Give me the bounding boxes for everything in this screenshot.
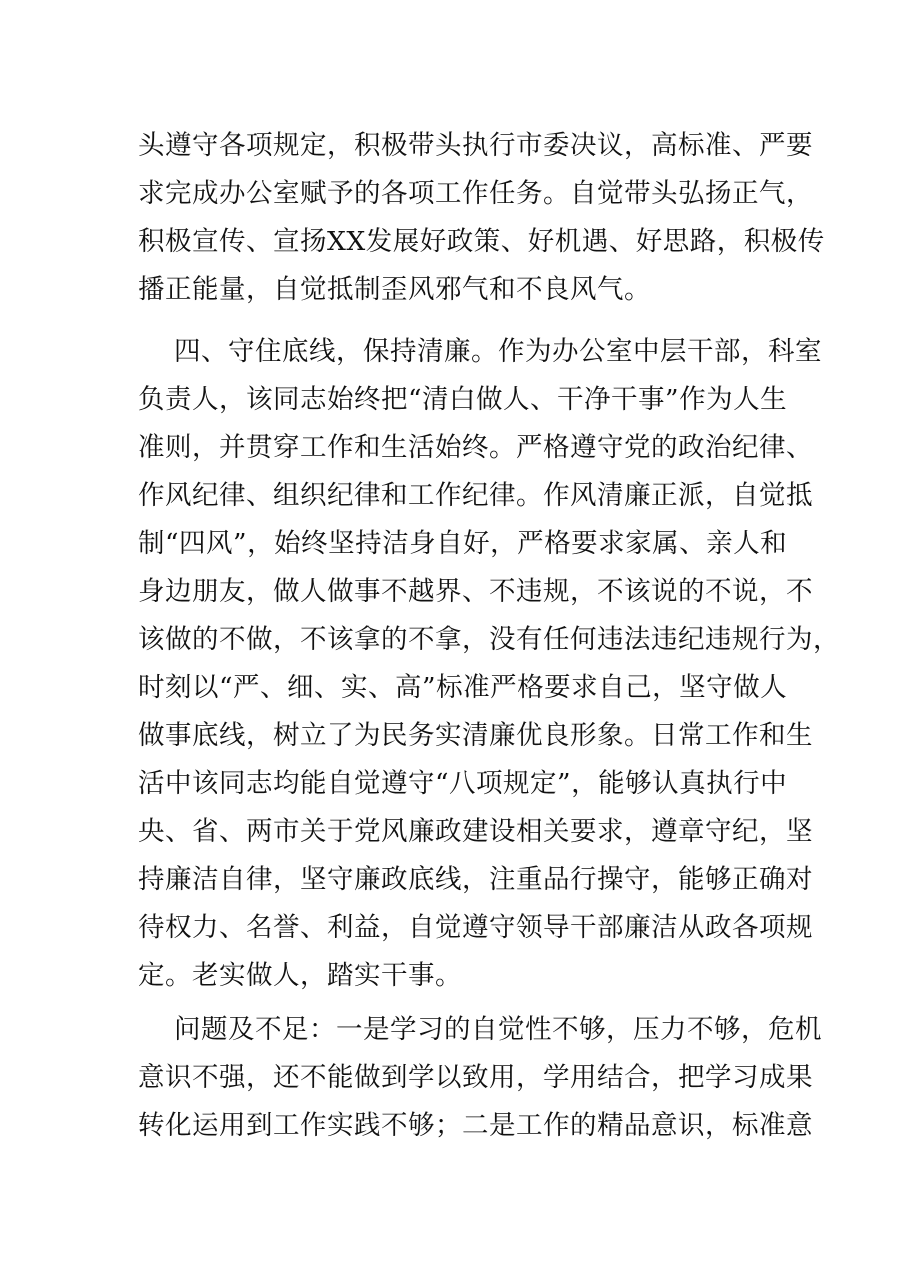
paragraph-2-line-4: 作风纪律、组织纪律和工作纪律。作风清廉正派，自觉抵 — [138, 480, 813, 511]
paragraph-3-line-2: 意识不强，还不能做到学以致用，学用结合，把学习成果 — [138, 1062, 813, 1093]
paragraph-1-line-1: 头遵守各项规定，积极带头执行市委决议，高标准、严要 — [138, 130, 813, 161]
paragraph-3-line-3: 转化运用到工作实践不够；二是工作的精品意识，标准意 — [138, 1110, 813, 1141]
paragraph-1-line-3: 积极宣传、宣扬XX发展好政策、好机遇、好思路，积极传 — [138, 226, 825, 257]
paragraph-2-line-1: 四、守住底线，保持清廉。作为办公室中层干部，科室 — [174, 336, 822, 367]
paragraph-2-line-10: 活中该同志均能自觉遵守“八项规定”，能够认真执行中 — [138, 768, 788, 799]
paragraph-2-line-8: 时刻以“严、细、实、高”标准严格要求自己，坚守做人 — [138, 672, 788, 703]
paragraph-2-line-7: 该做的不做，不该拿的不拿，没有任何违法违纪违规行为， — [138, 624, 840, 655]
paragraph-1-line-4: 播正能量，自觉抵制歪风邪气和不良风气。 — [138, 274, 651, 305]
paragraph-2-line-9: 做事底线，树立了为民务实清廉优良形象。日常工作和生 — [138, 720, 813, 751]
paragraph-3-line-1: 问题及不足：一是学习的自觉性不够，压力不够，危机 — [174, 1014, 822, 1045]
paragraph-2-line-12: 持廉洁自律，坚守廉政底线，注重品行操守，能够正确对 — [138, 864, 813, 895]
paragraph-2-line-6: 身边朋友，做人做事不越界、不违规，不该说的不说，不 — [138, 576, 813, 607]
paragraph-2-line-3: 准则，并贯穿工作和生活始终。严格遵守党的政治纪律、 — [138, 432, 813, 463]
paragraph-2-line-2: 负责人，该同志始终把“清白做人、干净干事”作为人生 — [138, 384, 788, 415]
paragraph-2-line-5: 制“四风”，始终坚持洁身自好，严格要求家属、亲人和 — [138, 528, 788, 559]
paragraph-2-line-11: 央、省、两市关于党风廉政建设相关要求，遵章守纪，坚 — [138, 816, 813, 847]
paragraph-1-line-2: 求完成办公室赋予的各项工作任务。自觉带头弘扬正气， — [138, 178, 813, 209]
paragraph-2-line-13: 待权力、名誉、利益，自觉遵守领导干部廉洁从政各项规 — [138, 912, 813, 943]
paragraph-2-line-14: 定。老实做人，踏实干事。 — [138, 960, 462, 991]
